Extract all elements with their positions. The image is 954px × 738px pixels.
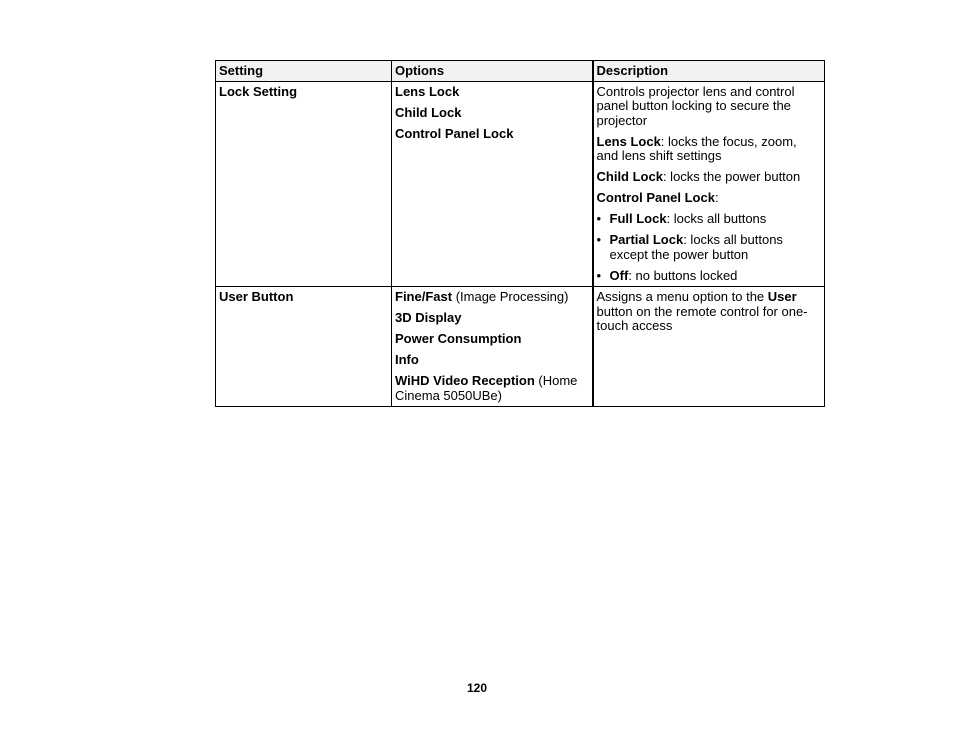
bullet-dot: • [596,211,602,226]
header-setting: Setting [216,61,392,82]
page-number: 120 [466,681,488,695]
description-text: Assigns a menu option to the User button on the remote control for one-touch access [596,289,808,333]
option-item: Info [395,352,419,367]
bullet-item: • Partial Lock: locks all buttons except the power button [596,232,783,262]
bullet-dot: • [596,267,602,283]
bullet-dot: • [596,232,602,247]
table-row [216,287,825,407]
description-intro: Controls projector lens and control panel button locking to secure the projector [596,83,795,128]
option-item: Control Panel Lock [395,125,514,141]
option-item: Fine/Fast (Image Processing) [395,289,569,304]
header-options: Options [392,61,593,82]
description-item: Control Panel Lock: [596,190,719,205]
description-cell [593,81,825,287]
settings-table [215,60,825,407]
option-item: WiHD Video Reception (Home Cinema 5050UBe) [395,373,578,403]
setting-cell: Lock Setting [216,81,392,287]
header-description: Description [593,61,825,82]
option-item: 3D Display [395,310,462,325]
option-item: Power Consumption [395,331,522,346]
option-item: Child Lock [395,104,462,120]
description-item: Lens Lock: locks the focus, zoom, and lens shift settings [596,133,797,163]
description-cell [593,287,825,407]
bullet-item: • Full Lock: locks all buttons [596,211,767,226]
bullet-item: • Off: no buttons locked [596,267,738,283]
setting-cell: User Button [216,287,392,407]
options-cell [392,81,593,287]
table-row [216,81,825,287]
option-item: Lens Lock [395,83,460,99]
table-header-row [216,61,825,82]
description-item: Child Lock: locks the power button [596,169,801,184]
options-cell [392,287,593,407]
